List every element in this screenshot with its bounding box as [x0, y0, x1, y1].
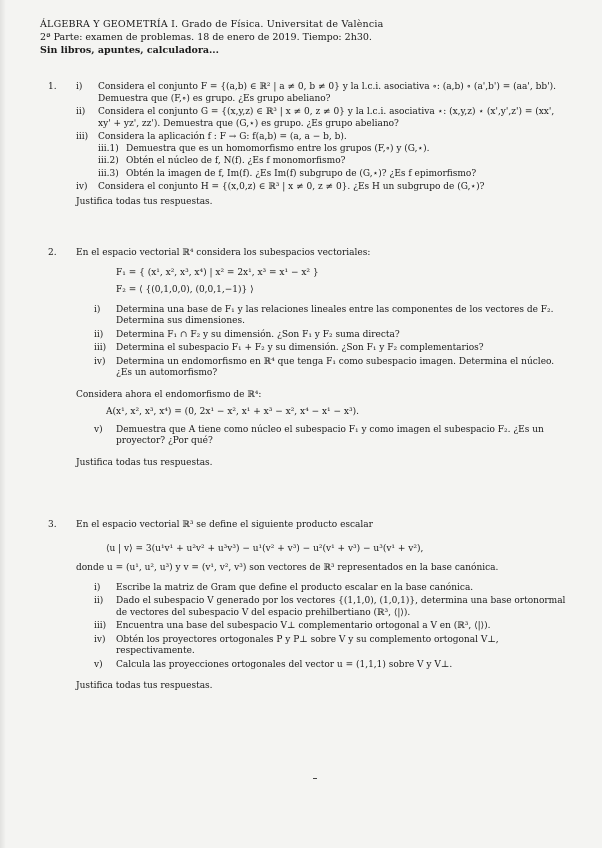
p3-item-i — [94, 583, 566, 595]
p1-iii2-mark: iii.2) — [98, 156, 119, 166]
p2-item-iv — [94, 357, 566, 380]
p3-v-mark: v) — [94, 659, 103, 670]
problem-2-number: 2. — [48, 248, 57, 258]
p2-i-text: Determina una base de F₁ y las relaciones lineales entre las componentes de los vectores de F₂. Determina sus dimensiones. — [116, 304, 554, 326]
scan-edge-shadow — [0, 0, 6, 848]
p3-i-mark: i) — [94, 582, 101, 593]
problem-3 — [48, 520, 566, 693]
p3-intro: En el espacio vectorial ℝ³ se define el siguiente producto escalar — [76, 520, 373, 530]
p1-iii3-text: Obtén la imagen de f, Im(f). ¿Es Im(f) subgrupo de (G,⋆)? ¿Es f epimorfismo? — [126, 168, 477, 179]
p2-item-iii — [94, 343, 566, 355]
p1-ii-text: Considera el conjunto G = {(x,y,z) ∈ ℝ³ | x ≠ 0, z ≠ 0} y la l.c.i. asociativa ⋆: (x,y,z) ⋆ (x',y',z') = (xx', xy' + yz', zz'). Demuestra que (G,⋆) es grupo. ¿Es grupo abeliano? — [98, 107, 555, 129]
p1-iv-text: Considera el conjunto H = {(x,0,z) ∈ ℝ³ | x ≠ 0, z ≠ 0}. ¿Es H un subgrupo de (G,⋆)? — [98, 182, 485, 192]
p2-item-i — [94, 305, 566, 328]
problem-1-number: 1. — [48, 82, 57, 92]
p1-justify: Justifica todas tus respuestas. — [76, 196, 213, 207]
p1-iii-text: Considera la aplicación f : F → G: f(a,b) = (a, a − b, b). — [98, 132, 347, 142]
p3-item-iv — [94, 635, 566, 658]
p2-iv-text: Determina un endomorfismo en ℝ⁴ que tenga F₁ como subespacio imagen. Determina el núcleo. ¿Es un automorfismo? — [116, 356, 555, 378]
p2-item-ii — [94, 330, 566, 342]
p1-item-iv — [76, 182, 566, 194]
problem-1 — [48, 82, 566, 208]
p2-f1-definition: F₁ = { (x¹, x², x³, x⁴) | x² = 2x¹, x³ = x¹ − x² } — [116, 267, 319, 278]
p3-justify: Justifica todas tus respuestas. — [76, 681, 213, 691]
header-rules: Sin libros, apuntes, calculadora... — [40, 45, 219, 56]
p3-ii-text: Dado el subespacio V generado por los vectores {(1,1,0), (1,0,1)}, determina una base ortonormal de vectores del subespacio V del espacio prehilbertiano (ℝ³, ⟨|⟩). — [116, 596, 566, 618]
p2-ii-text: Determina F₁ ∩ F₂ y su dimensión. ¿Son F₁ y F₂ suma directa? — [116, 329, 400, 340]
p1-item-i — [76, 82, 566, 105]
p3-iv-text: Obtén los proyectores ortogonales P y P⊥ sobre V y su complemento ortogonal V⊥, respectivamente. — [116, 634, 499, 656]
p2-i-mark: i) — [94, 304, 101, 315]
p1-item-iii — [76, 132, 566, 180]
p3-v-text: Calcula las proyecciones ortogonales del vector u = (1,1,1) sobre V y V⊥. — [116, 659, 453, 670]
p2-f2-definition: F₂ = ⟨ {(0,1,0,0), (0,0,1,−1)} ⟩ — [116, 285, 254, 295]
p2-iii-text: Determina el subespacio F₁ + F₂ y su dimensión. ¿Son F₁ y F₂ complementarios? — [116, 343, 484, 353]
header-course: ÁLGEBRA Y GEOMETRÍA I. Grado de Física. Universitat de València — [40, 19, 384, 30]
p1-iii2-text: Obtén el núcleo de f, N(f). ¿Es f monomorfismo? — [126, 156, 346, 166]
p2-item-v — [94, 425, 566, 448]
p3-item-v — [94, 660, 566, 672]
p1-iv-mark: iv) — [76, 182, 88, 192]
p3-iii-text: Encuentra una base del subespacio V⊥ complementario ortogonal a V en (ℝ³, ⟨|⟩). — [116, 621, 491, 631]
p2-endo-formula: A(x¹, x², x³, x⁴) = (0, 2x¹ − x², x¹ + x³ − x², x⁴ − x¹ − x³). — [106, 407, 359, 417]
p3-item-iii — [94, 621, 566, 633]
p1-iii1-mark: iii.1) — [98, 143, 119, 154]
p3-iv-mark: iv) — [94, 634, 106, 645]
p3-scalar-product: ⟨u | v⟩ = 3(u¹v¹ + u²v² + u³v³) − u¹(v² + v³) − u²(v¹ + v³) − u³(v¹ + v²), — [106, 543, 424, 554]
p1-iii1-text: Demuestra que es un homomorfismo entre los grupos (F,∘) y (G,⋆). — [126, 143, 430, 154]
p1-i-mark: i) — [76, 82, 83, 92]
p2-iv-mark: iv) — [94, 356, 106, 367]
p2-justify: Justifica todas tus respuestas. — [76, 457, 213, 468]
p2-v-mark: v) — [94, 424, 103, 435]
p2-ii-mark: ii) — [94, 329, 104, 340]
p1-item-iii2 — [98, 156, 566, 168]
problem-2 — [48, 248, 566, 469]
p3-item-ii — [94, 596, 566, 619]
p2-v-text: Demuestra que A tiene como núcleo el subespacio F₁ y como imagen el subespacio F₂. ¿Es un proyector? ¿Por qué? — [116, 424, 544, 446]
p2-intro: En el espacio vectorial ℝ⁴ considera los subespacios vectoriales: — [76, 248, 371, 258]
p2-endo-intro: Considera ahora el endomorfismo de ℝ⁴: — [76, 389, 262, 400]
p3-iii-mark: iii) — [94, 621, 107, 631]
p3-ii-mark: ii) — [94, 596, 104, 606]
p3-i-text: Escribe la matriz de Gram que define el producto escalar en la base canónica. — [116, 582, 474, 593]
problem-3-number: 3. — [48, 520, 57, 530]
p1-i-text: Considera el conjunto F = {(a,b) ∈ ℝ² | a ≠ 0, b ≠ 0} y la l.c.i. asociativa ∘: (a,b) ∘ (a',b') = (aa', bb'). Demuestra que (F,∘) es grupo. ¿Es grupo abeliano? — [98, 82, 556, 104]
p2-iii-mark: iii) — [94, 343, 107, 353]
p1-ii-mark: ii) — [76, 107, 86, 117]
p1-item-iii1 — [98, 144, 566, 156]
exam-header — [40, 18, 560, 57]
footer-dash — [313, 778, 317, 779]
p1-item-iii3 — [98, 169, 566, 181]
p1-iii-mark: iii) — [76, 132, 89, 142]
p1-iii3-mark: iii.3) — [98, 168, 119, 179]
p3-where: donde u = (u¹, u², u³) y v = (v¹, v², v³) son vectores de ℝ³ representados en la base canónica. — [76, 563, 499, 573]
header-exam-info: 2ª Parte: examen de problemas. 18 de enero de 2019. Tiempo: 2h30. — [40, 32, 372, 43]
p1-item-ii — [76, 107, 566, 130]
